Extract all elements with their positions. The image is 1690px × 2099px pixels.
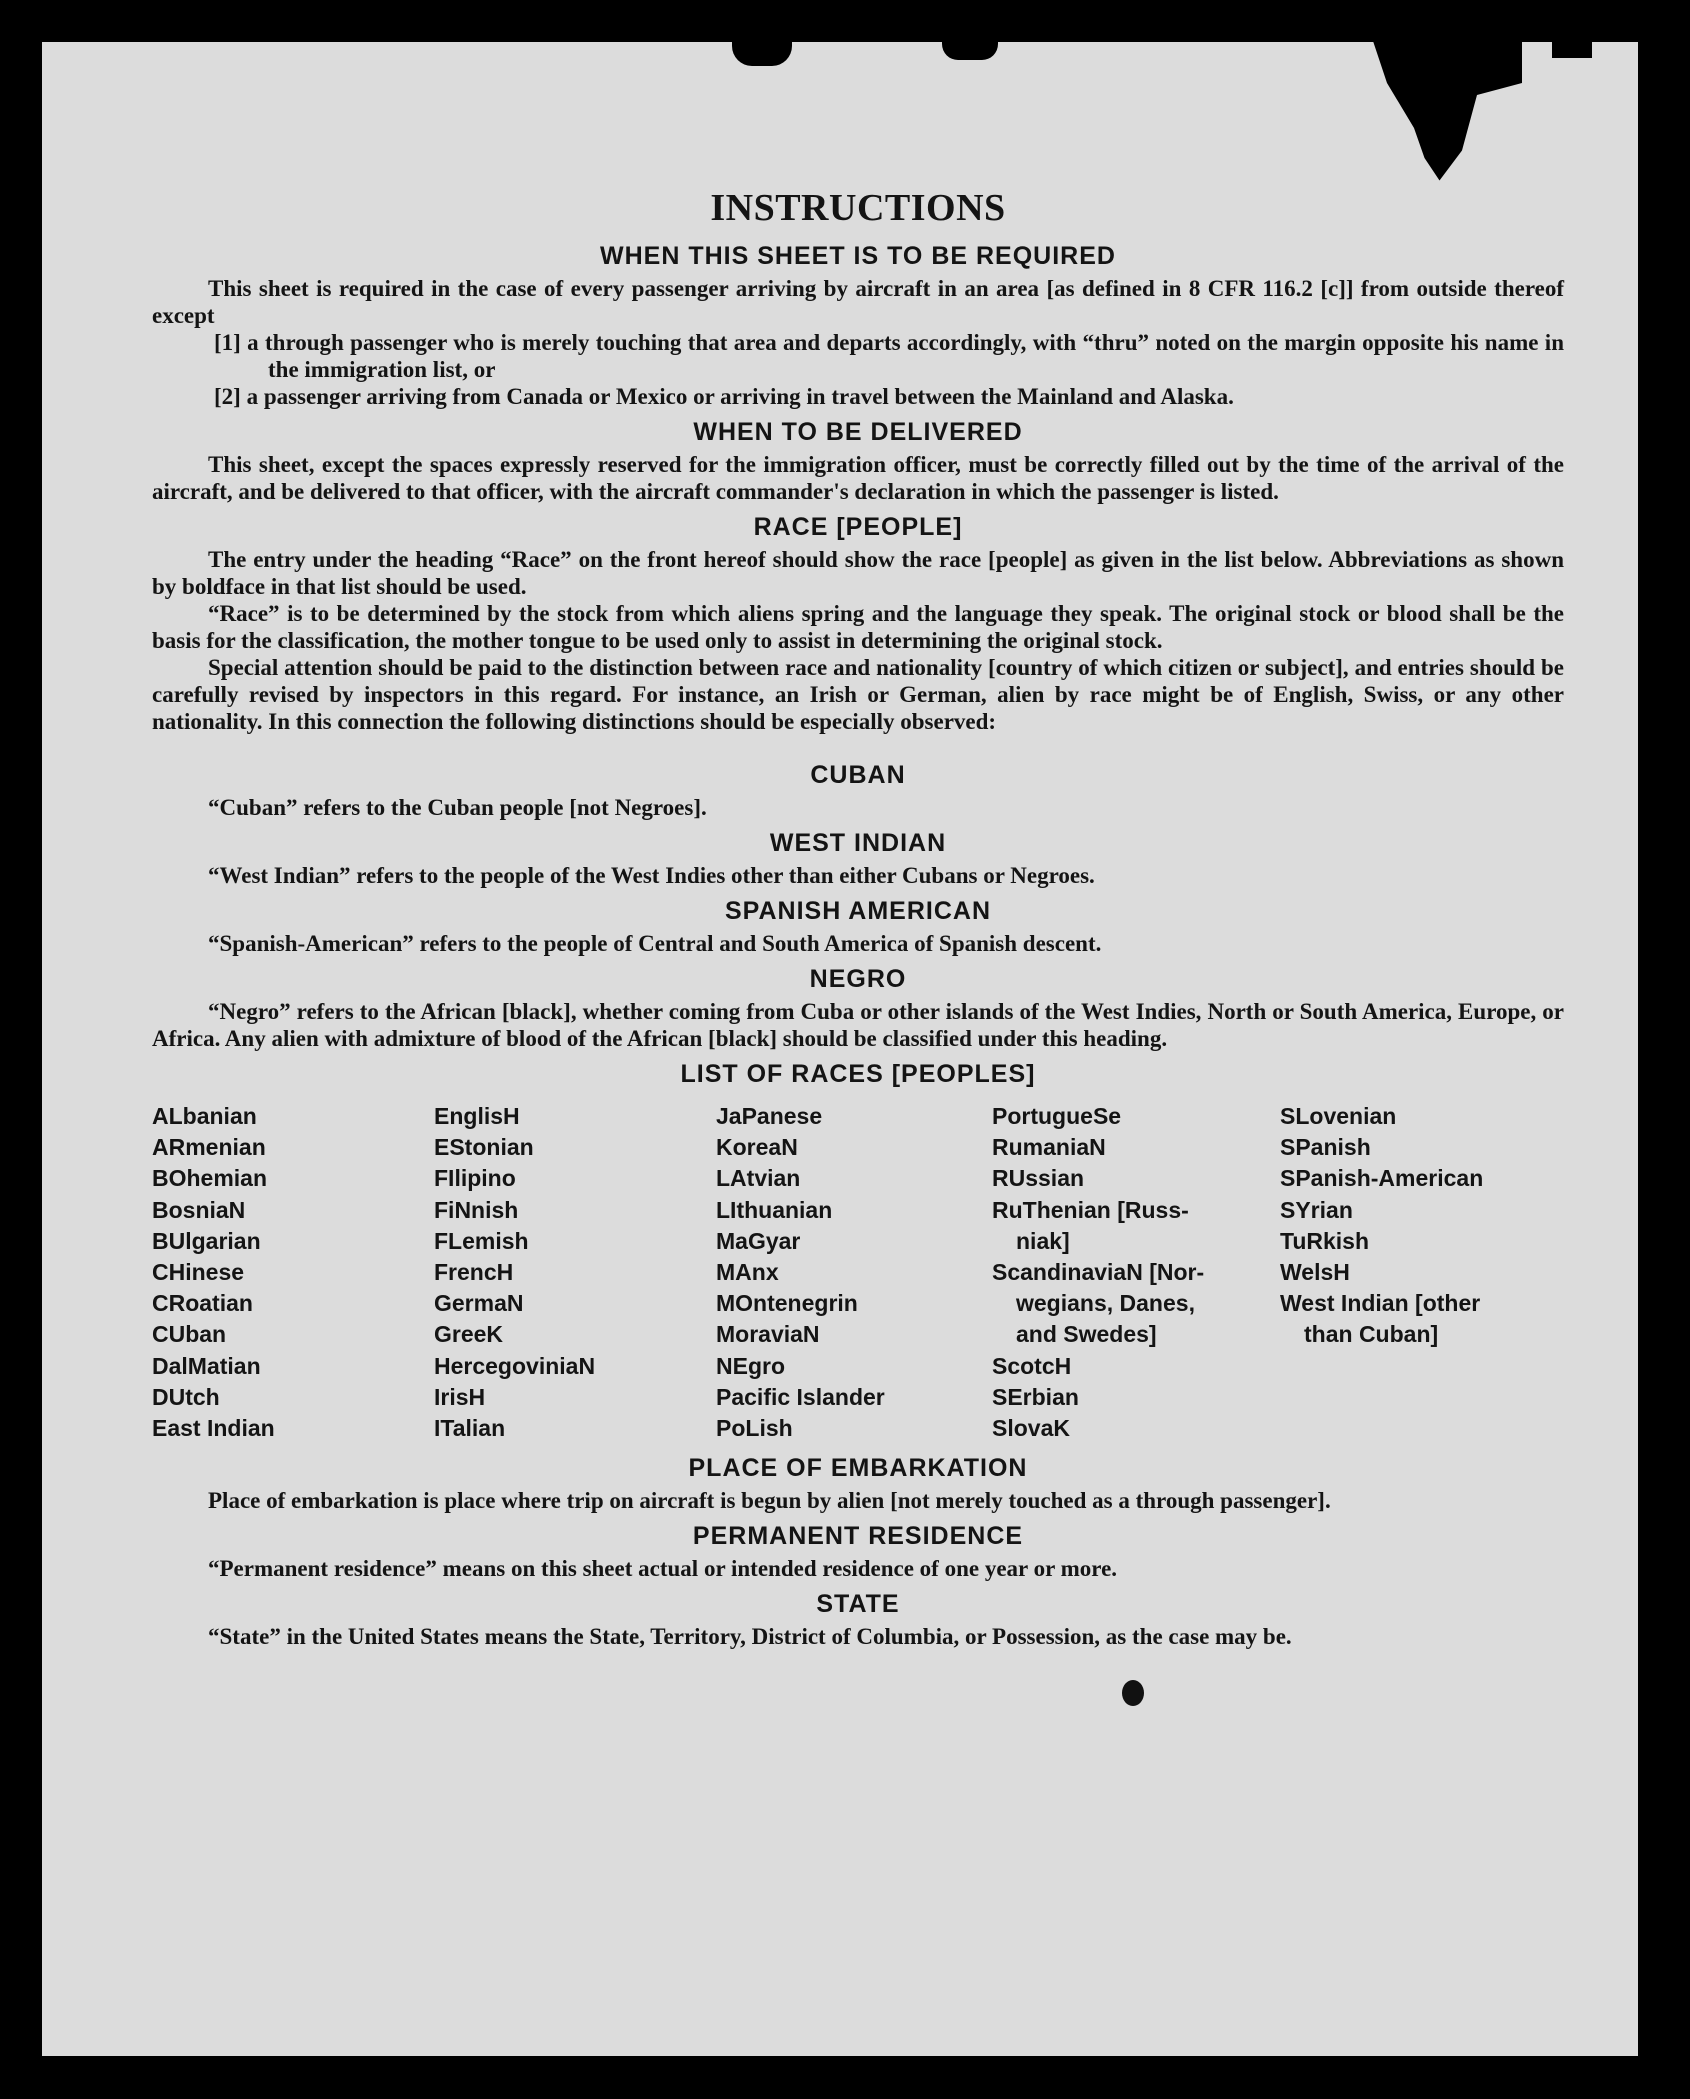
race-entry: KoreaN: [716, 1134, 798, 1161]
paragraph-permanent-residence: “Permanent residence” means on this sheet actual or intended residence of one year or more.: [208, 1556, 1118, 1582]
race-entry: EnglisH: [434, 1103, 520, 1129]
race-entry: East Indian: [152, 1415, 275, 1442]
race-entry: ARmenian: [152, 1134, 266, 1161]
section-heading-spanish-american: SPANISH AMERICAN: [724, 897, 991, 925]
race-entry: CHinese: [152, 1259, 245, 1286]
race-entry: MAnx: [716, 1259, 779, 1286]
race-entry: DalMatian: [152, 1352, 261, 1379]
document-sheet: [42, 42, 1638, 2056]
race-entry: PortugueSe: [992, 1103, 1122, 1129]
race-entry: GermaN: [434, 1290, 524, 1317]
torn-edge-top-far-right: [1552, 42, 1592, 58]
race-entry: FrencH: [434, 1259, 514, 1286]
race-entry: CRoatian: [152, 1290, 253, 1317]
race-entry: LIthuanian: [716, 1196, 833, 1223]
race-entry: ITalian: [434, 1415, 506, 1442]
race-column: [716, 1101, 992, 1444]
hole-punch-mark: [1122, 1680, 1144, 1706]
race-entry: ScandinaviaN [Nor-: [992, 1259, 1205, 1286]
race-entry: MOntenegrin: [716, 1290, 858, 1317]
list-item-canada-mexico: [2] a passenger arriving from Canada or Mexico or arriving in travel between the Mainland and Alaska.: [214, 384, 1234, 409]
race-entry: FLemish: [434, 1227, 529, 1254]
race-entry: SLovenian: [1280, 1103, 1397, 1129]
race-entry: NEgro: [716, 1352, 785, 1379]
race-entry: SlovaK: [992, 1415, 1070, 1442]
paragraph-west-indian: “West Indian” refers to the people of the West Indies other than either Cubans or Negroes.: [208, 863, 1095, 888]
race-column: [434, 1101, 716, 1444]
race-entry: RumaniaN: [992, 1134, 1106, 1161]
section-heading-permanent-residence: PERMANENT RESIDENCE: [692, 1522, 1024, 1551]
race-entry: EStonian: [434, 1134, 534, 1161]
section-heading-cuban: CUBAN: [810, 761, 906, 789]
race-entry: BOhemian: [152, 1165, 268, 1192]
paragraph-required: This sheet is required in the case of every passenger arriving by aircraft in an area [as defined in 8 CFR 116.2 [c]] from outside thereof except: [152, 276, 1564, 328]
race-entry: niak]: [1016, 1227, 1070, 1254]
paragraph-race-1: The entry under the heading “Race” on the front hereof should show the race [people] as given in the list below. Abbreviations as shown by boldface in that list should be used.: [152, 547, 1564, 599]
race-entry: HercegoviniaN: [434, 1352, 596, 1379]
race-entry: JaPanese: [716, 1103, 823, 1129]
section-heading-delivered: WHEN TO BE DELIVERED: [693, 418, 1023, 446]
race-entry: and Swedes]: [1016, 1321, 1157, 1348]
torn-edge-top-left: [732, 42, 792, 66]
paragraph-delivered: This sheet, except the spaces expressly reserved for the immigration officer, must be correctly filled out by the time of the arrival of the aircraft, and be delivered to that officer, with the aircraft commander's declaration in which the passenger is listed.: [152, 452, 1564, 504]
paragraph-negro: “Negro” refers to the African [black], whether coming from Cuba or other islands of the West Indies, North or South America, Europe, or Africa. Any alien with admixture of blood of the African [black] should be classified under this heading.: [152, 999, 1564, 1051]
race-entry: GreeK: [434, 1321, 504, 1348]
race-entry: LAtvian: [716, 1165, 801, 1192]
section-heading-west-indian: WEST INDIAN: [769, 829, 947, 857]
list-item-through-passenger: [1] a through passenger who is merely touching that area and departs accordingly, with “thru” noted on the margin opposite his name in the immigration list, or: [214, 330, 1564, 382]
race-entry: than Cuban]: [1304, 1321, 1439, 1348]
race-entry: TuRkish: [1280, 1227, 1370, 1254]
race-entry: wegians, Danes,: [1016, 1290, 1195, 1317]
section-heading-required: WHEN THIS SHEET IS TO BE REQUIRED: [600, 242, 1116, 270]
race-entry: PoLish: [716, 1415, 793, 1442]
race-column: [1280, 1101, 1560, 1444]
page-title: INSTRUCTIONS: [710, 187, 1006, 229]
race-entry: MoraviaN: [716, 1321, 820, 1348]
section-heading-state: STATE: [816, 1590, 900, 1619]
race-entry: ALbanian: [152, 1103, 257, 1129]
document-content: [152, 142, 1564, 1650]
paragraph-embarkation: Place of embarkation is place where trip on aircraft is begun by alien [not merely touched as a through passenger].: [208, 1488, 1331, 1514]
race-entry: SErbian: [992, 1383, 1079, 1410]
race-entry: RUssian: [992, 1165, 1085, 1192]
section-heading-negro: NEGRO: [809, 965, 907, 993]
paragraph-cuban: “Cuban” refers to the Cuban people [not Negroes].: [208, 795, 707, 820]
race-entry: West Indian [other: [1280, 1290, 1481, 1317]
race-entry: RuThenian [Russ-: [992, 1196, 1189, 1223]
race-entry: BosniaN: [152, 1196, 246, 1223]
race-entry: SYrian: [1280, 1196, 1353, 1223]
race-column: [992, 1101, 1280, 1444]
section-heading-list-of-races: LIST OF RACES [PEOPLES]: [680, 1060, 1036, 1088]
section-heading-race: RACE [PEOPLE]: [753, 513, 963, 541]
torn-edge-top-middle: [942, 42, 998, 60]
race-entry: MaGyar: [716, 1227, 801, 1254]
race-entry: IrisH: [434, 1383, 486, 1410]
section-heading-embarkation: PLACE OF EMBARKATION: [688, 1454, 1028, 1483]
race-entry: ScotcH: [992, 1352, 1072, 1379]
paragraph-spanish-american: “Spanish-American” refers to the people of Central and South America of Spanish descent.: [208, 931, 1102, 956]
race-entry: CUban: [152, 1321, 227, 1348]
race-entry: SPanish-American: [1280, 1165, 1484, 1192]
race-entry: SPanish: [1280, 1134, 1371, 1161]
race-entry: FIlipino: [434, 1165, 516, 1192]
paragraph-state: “State” in the United States means the State, Territory, District of Columbia, or Possession, as the case may be.: [208, 1624, 1292, 1650]
race-column: [152, 1101, 434, 1444]
race-entry: DUtch: [152, 1383, 220, 1410]
paragraph-race-2: “Race” is to be determined by the stock from which aliens spring and the language they speak. The original stock or blood shall be the basis for the classification, the mother tongue to be used only to assist in determining the original stock.: [152, 601, 1564, 653]
race-entry: WelsH: [1280, 1259, 1350, 1286]
races-table: [152, 1101, 1564, 1444]
paragraph-race-3: Special attention should be paid to the distinction between race and nationality [country of which citizen or subject], and entries should be carefully revised by inspectors in this regard. For instance, an Irish or German, alien by race might be of English, Swiss, or any other nationality. In this connection the following distinctions should be especially observed:: [152, 655, 1564, 734]
race-entry: BUlgarian: [152, 1227, 261, 1254]
race-entry: FiNnish: [434, 1196, 519, 1223]
race-entry: Pacific Islander: [716, 1383, 885, 1410]
